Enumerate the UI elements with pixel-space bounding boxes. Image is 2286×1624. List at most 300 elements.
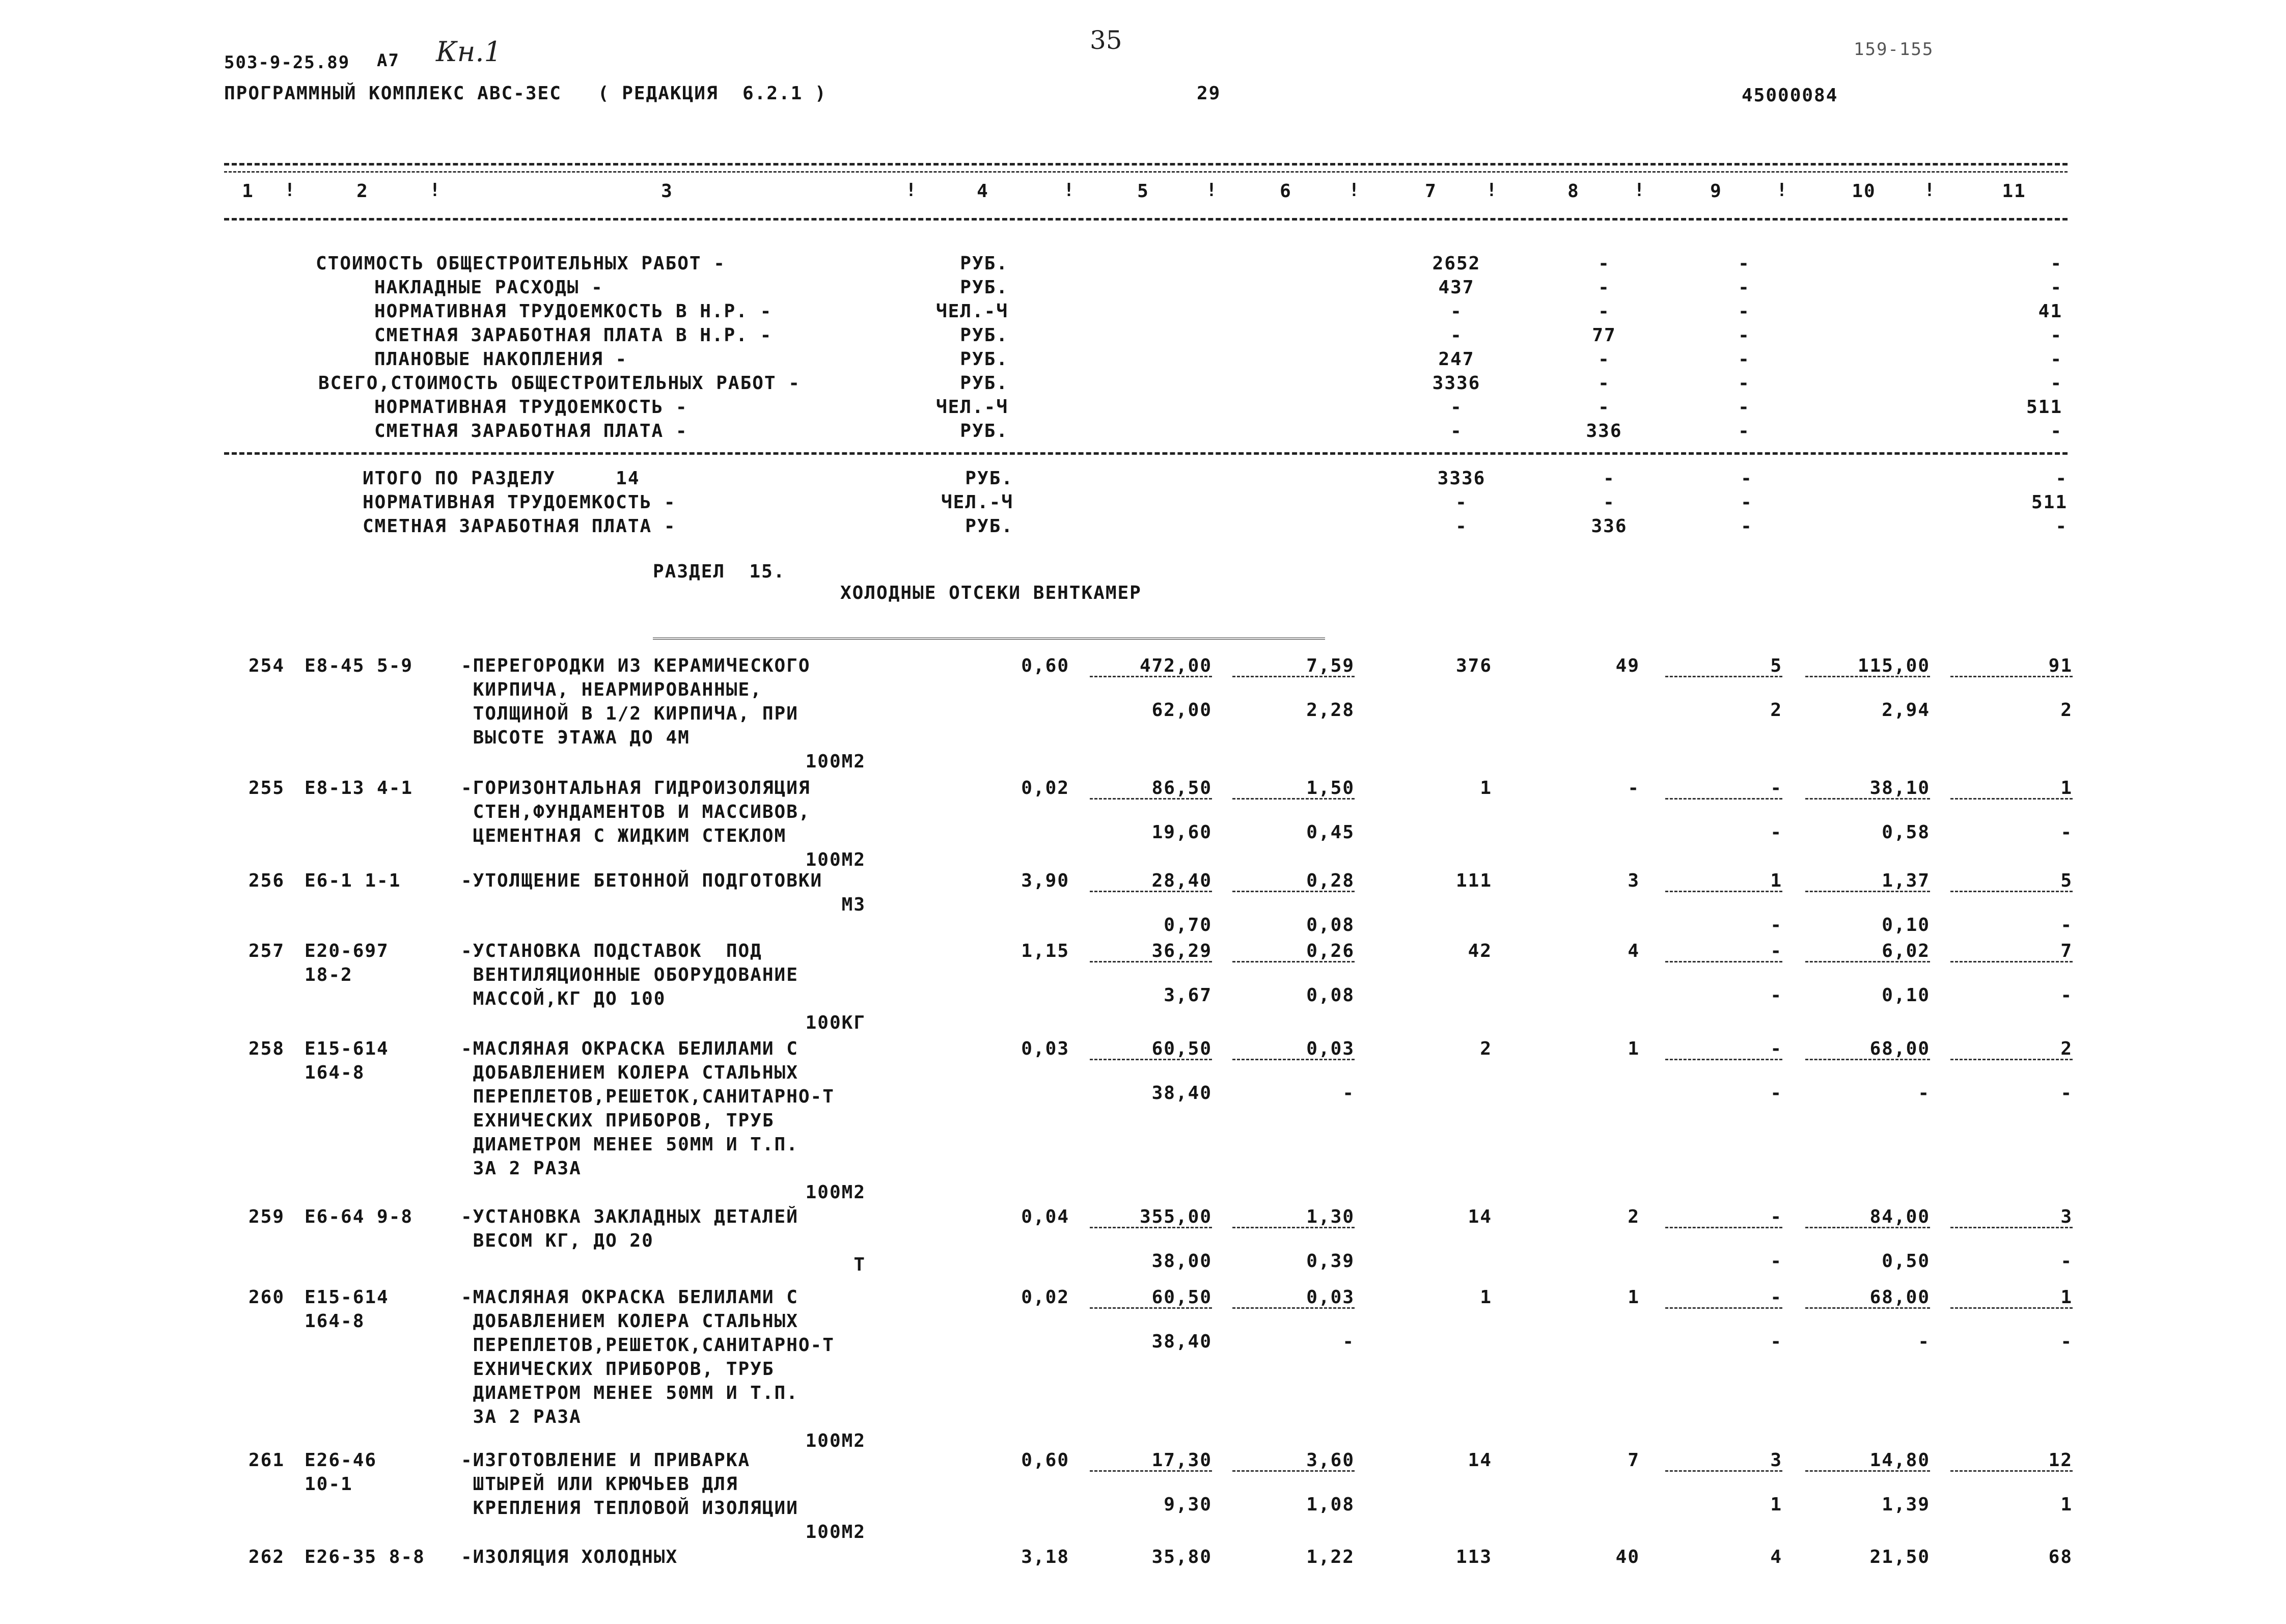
cell-rule xyxy=(1950,798,2073,800)
item-quantity: 0,02 xyxy=(1021,778,1069,799)
summary-col9: - xyxy=(1738,421,1750,442)
cell-rule xyxy=(1665,1470,1782,1472)
totals-col11: - xyxy=(2055,516,2068,537)
item-description: ВЕСОМ КГ, ДО 20 xyxy=(461,1230,654,1251)
section-title: ХОЛОДНЫЕ ОТСЕКИ ВЕНТКАМЕР xyxy=(840,583,1142,603)
item-col11: 1 xyxy=(2060,1287,2073,1308)
column-header: 7 xyxy=(1425,181,1437,202)
cell-rule xyxy=(1950,1059,2073,1060)
item-unit-cost: 60,50 xyxy=(1151,1287,1212,1308)
cell-rule xyxy=(1090,1227,1212,1228)
cell-rule xyxy=(1232,891,1355,892)
cell-rule xyxy=(1232,1227,1355,1228)
item-unit: 100М2 xyxy=(805,751,866,772)
column-header: 10 xyxy=(1852,181,1876,202)
item-code: Е8-13 4-1 xyxy=(305,778,414,799)
totals-col11: 511 xyxy=(2031,492,2068,513)
item-col9: - xyxy=(1770,1287,1782,1308)
totals-col9: - xyxy=(1741,468,1753,489)
item-col8: 3 xyxy=(1628,870,1640,891)
item-col11: 3 xyxy=(2060,1206,2073,1227)
item-description: -ПЕРЕГОРОДКИ ИЗ КЕРАМИЧЕСКОГО xyxy=(461,655,811,676)
item-description: ЕХНИЧЕСКИХ ПРИБОРОВ, ТРУБ xyxy=(461,1110,775,1131)
summary-label: НОРМАТИВНАЯ ТРУДОЕМКОСТЬ - xyxy=(374,397,688,418)
totals-unit: РУБ. xyxy=(965,468,1013,489)
item-unit-cost-2: 0,70 xyxy=(1164,915,1212,935)
cell-rule xyxy=(1090,1059,1212,1060)
totals-col9: - xyxy=(1741,516,1753,537)
item-unit: Т xyxy=(853,1254,866,1275)
item-col9-2: 2 xyxy=(1770,700,1782,721)
summary-col7: - xyxy=(1450,301,1463,322)
page-number: 29 xyxy=(1197,83,1221,104)
cell-rule xyxy=(1090,798,1212,800)
item-description: -ИЗОЛЯЦИЯ ХОЛОДНЫХ xyxy=(461,1547,678,1567)
summary-unit: РУБ. xyxy=(960,373,1008,394)
totals-label: НОРМАТИВНАЯ ТРУДОЕМКОСТЬ - xyxy=(363,492,676,513)
cell-rule xyxy=(1665,1227,1782,1228)
item-unit-cost: 36,29 xyxy=(1151,941,1212,961)
item-col9: 3 xyxy=(1770,1450,1782,1471)
totals-col7: - xyxy=(1455,516,1468,537)
summary-col8: - xyxy=(1598,301,1610,322)
summary-unit: РУБ. xyxy=(960,349,1008,370)
cell-rule xyxy=(1805,961,1930,962)
item-col10: 115,00 xyxy=(1857,655,1930,676)
item-col6-2: 0,08 xyxy=(1306,985,1355,1006)
item-unit: 100М2 xyxy=(805,1522,866,1543)
cell-rule xyxy=(1232,1059,1355,1060)
book-label: Кн.1 xyxy=(436,36,502,68)
item-col6: 1,50 xyxy=(1306,778,1355,799)
summary-col9: - xyxy=(1738,253,1750,274)
totals-col7: - xyxy=(1455,492,1468,513)
summary-col7: 437 xyxy=(1438,277,1475,298)
summary-col8: - xyxy=(1598,349,1610,370)
summary-unit: ЧЕЛ.-Ч xyxy=(935,397,1008,418)
item-col9: 4 xyxy=(1770,1547,1782,1567)
column-separator: ! xyxy=(905,180,918,201)
cell-rule xyxy=(1950,961,2073,962)
item-code: 164-8 xyxy=(305,1311,365,1332)
cell-rule xyxy=(1090,1307,1212,1309)
item-col11-2: - xyxy=(2060,822,2073,843)
item-description: ВЕНТИЛЯЦИОННЫЕ ОБОРУДОВАНИЕ xyxy=(461,965,798,985)
summary-col11: 511 xyxy=(2026,397,2062,418)
summary-label: СМЕТНАЯ ЗАРАБОТНАЯ ПЛАТА - xyxy=(374,421,688,442)
item-code: Е8-45 5-9 xyxy=(305,655,414,676)
item-unit: М3 xyxy=(841,894,866,915)
cell-rule xyxy=(1665,961,1782,962)
item-col6: 1,22 xyxy=(1306,1547,1355,1567)
sheet-range: 159-155 xyxy=(1854,39,1934,60)
summary-col7: 247 xyxy=(1438,349,1475,370)
item-col10-2: 1,39 xyxy=(1882,1494,1930,1515)
item-code: Е6-1 1-1 xyxy=(305,870,401,891)
item-col9-2: - xyxy=(1770,822,1782,843)
item-col9: - xyxy=(1770,1038,1782,1059)
item-unit-cost-2: 38,40 xyxy=(1151,1331,1212,1352)
item-unit-cost: 28,40 xyxy=(1151,870,1212,891)
item-description: ЗА 2 РАЗА xyxy=(461,1407,582,1427)
item-description: ШТЫРЕЙ ИЛИ КРЮЧЬЕВ ДЛЯ xyxy=(461,1474,738,1495)
item-col10: 1,37 xyxy=(1882,870,1930,891)
item-code: Е26-46 xyxy=(305,1450,377,1471)
item-description: ЗА 2 РАЗА xyxy=(461,1158,582,1179)
item-col9: 5 xyxy=(1770,655,1782,676)
cell-rule xyxy=(1232,676,1355,677)
section-number: РАЗДЕЛ 15. xyxy=(653,561,786,582)
column-header: 5 xyxy=(1137,181,1149,202)
cell-rule xyxy=(1665,1307,1782,1309)
item-col8: 1 xyxy=(1628,1287,1640,1308)
summary-col11: - xyxy=(2050,253,2062,274)
cell-rule xyxy=(1805,1307,1930,1309)
column-header: 2 xyxy=(356,181,369,202)
item-col11: 91 xyxy=(2048,655,2073,676)
item-description: КРЕПЛЕНИЯ ТЕПЛОВОЙ ИЗОЛЯЦИИ xyxy=(461,1498,798,1519)
totals-col9: - xyxy=(1741,492,1753,513)
item-col6: 0,03 xyxy=(1306,1287,1355,1308)
item-total: 111 xyxy=(1455,870,1492,891)
item-unit-cost: 60,50 xyxy=(1151,1038,1212,1059)
item-total: 113 xyxy=(1455,1547,1492,1567)
item-code: Е15-614 xyxy=(305,1038,389,1059)
cell-rule xyxy=(1090,676,1212,677)
item-description: ДОБАВЛЕНИЕМ КОЛЕРА СТАЛЬНЫХ xyxy=(461,1311,798,1332)
item-col11-2: - xyxy=(2060,1251,2073,1272)
item-code: 10-1 xyxy=(305,1474,353,1495)
item-total: 42 xyxy=(1468,941,1492,961)
item-col11: 2 xyxy=(2060,1038,2073,1059)
item-col10: 84,00 xyxy=(1869,1206,1930,1227)
item-description: ДИАМЕТРОМ МЕНЕЕ 50ММ И Т.П. xyxy=(461,1134,798,1155)
summary-col9: - xyxy=(1738,277,1750,298)
item-description: ЕХНИЧЕСКИХ ПРИБОРОВ, ТРУБ xyxy=(461,1359,775,1380)
item-total: 1 xyxy=(1480,778,1492,799)
column-separator: ! xyxy=(1776,180,1788,201)
cell-rule xyxy=(1950,1470,2073,1472)
summary-col7: 2652 xyxy=(1432,253,1481,274)
summary-col11: - xyxy=(2050,277,2062,298)
item-number: 261 xyxy=(249,1450,285,1471)
cell-rule xyxy=(1805,891,1930,892)
column-header: 6 xyxy=(1280,181,1292,202)
summary-unit: РУБ. xyxy=(960,421,1008,442)
item-col9-2: - xyxy=(1770,1251,1782,1272)
item-unit-cost-2: 38,00 xyxy=(1151,1251,1212,1272)
column-separator: ! xyxy=(1206,180,1218,201)
summary-col8: - xyxy=(1598,277,1610,298)
item-description: ДИАМЕТРОМ МЕНЕЕ 50ММ И Т.П. xyxy=(461,1383,798,1403)
item-code: Е6-64 9-8 xyxy=(305,1206,414,1227)
item-col10-2: 0,10 xyxy=(1882,985,1930,1006)
item-col8: 49 xyxy=(1615,655,1640,676)
item-description: -УСТАНОВКА ЗАКЛАДНЫХ ДЕТАЛЕЙ xyxy=(461,1206,798,1227)
cell-rule xyxy=(1805,798,1930,800)
table-header-rule xyxy=(224,218,2068,221)
item-description: КИРПИЧА, НЕАРМИРОВАННЫЕ, xyxy=(461,679,762,700)
item-col6-2: - xyxy=(1342,1083,1355,1104)
totals-col8: - xyxy=(1603,468,1615,489)
column-separator: ! xyxy=(1348,180,1361,201)
totals-label: ИТОГО ПО РАЗДЕЛУ 14 xyxy=(363,468,640,489)
doc-number: 45000084 xyxy=(1742,85,1838,106)
totals-label: СМЕТНАЯ ЗАРАБОТНАЯ ПЛАТА - xyxy=(363,516,676,537)
item-unit: 100КГ xyxy=(805,1012,866,1033)
section-underline xyxy=(653,638,1325,640)
totals-col8: - xyxy=(1603,492,1615,513)
cell-rule xyxy=(1665,891,1782,892)
item-col8: 2 xyxy=(1628,1206,1640,1227)
totals-col11: - xyxy=(2055,468,2068,489)
summary-col9: - xyxy=(1738,349,1750,370)
cell-rule xyxy=(1090,961,1212,962)
item-col9: - xyxy=(1770,778,1782,799)
totals-unit: ЧЕЛ.-Ч xyxy=(941,492,1013,513)
item-col10-2: 0,10 xyxy=(1882,915,1930,935)
item-col9-2: - xyxy=(1770,1083,1782,1104)
item-number: 256 xyxy=(249,870,285,891)
item-description: ЦЕМЕНТНАЯ С ЖИДКИМ СТЕКЛОМ xyxy=(461,825,787,846)
item-quantity: 3,90 xyxy=(1021,870,1069,891)
item-col9: 1 xyxy=(1770,870,1782,891)
item-col11-2: - xyxy=(2060,985,2073,1006)
cell-rule xyxy=(1232,798,1355,800)
item-col11: 1 xyxy=(2060,778,2073,799)
totals-rule xyxy=(224,452,2068,455)
item-col10: 14,80 xyxy=(1869,1450,1930,1471)
item-description: ПЕРЕПЛЕТОВ,РЕШЕТОК,САНИТАРНО-Т xyxy=(461,1335,835,1356)
item-quantity: 0,60 xyxy=(1021,1450,1069,1471)
item-description: ДОБАВЛЕНИЕМ КОЛЕРА СТАЛЬНЫХ xyxy=(461,1062,798,1083)
item-col6: 3,60 xyxy=(1306,1450,1355,1471)
item-unit-cost-2: 62,00 xyxy=(1151,700,1212,721)
item-col8: 1 xyxy=(1628,1038,1640,1059)
item-unit-cost: 86,50 xyxy=(1151,778,1212,799)
item-description: -ИЗГОТОВЛЕНИЕ И ПРИВАРКА xyxy=(461,1450,751,1471)
column-separator: ! xyxy=(429,180,442,201)
summary-col11: 41 xyxy=(2038,301,2062,322)
item-col9-2: - xyxy=(1770,985,1782,1006)
item-total: 1 xyxy=(1480,1287,1492,1308)
item-col8: 4 xyxy=(1628,941,1640,961)
summary-label: НАКЛАДНЫЕ РАСХОДЫ - xyxy=(374,277,603,298)
cell-rule xyxy=(1950,1227,2073,1228)
summary-col11: - xyxy=(2050,349,2062,370)
item-code: 18-2 xyxy=(305,965,353,985)
item-total: 14 xyxy=(1468,1206,1492,1227)
item-unit-cost: 35,80 xyxy=(1151,1547,1212,1567)
item-unit-cost: 17,30 xyxy=(1151,1450,1212,1471)
summary-unit: РУБ. xyxy=(960,325,1008,346)
summary-col9: - xyxy=(1738,373,1750,394)
item-col6-2: 0,39 xyxy=(1306,1251,1355,1272)
summary-unit: РУБ. xyxy=(960,277,1008,298)
doc-code: 503-9-25.89 xyxy=(224,52,350,73)
item-col9-2: 1 xyxy=(1770,1494,1782,1515)
page-top-number: 35 xyxy=(1090,25,1122,55)
summary-label: НОРМАТИВНАЯ ТРУДОЕМКОСТЬ В Н.Р. - xyxy=(374,301,773,322)
item-code: Е15-614 xyxy=(305,1287,389,1308)
cell-rule xyxy=(1232,1470,1355,1472)
item-code: Е20-697 xyxy=(305,941,389,961)
item-quantity: 1,15 xyxy=(1021,941,1069,961)
summary-col11: - xyxy=(2050,421,2062,442)
item-unit-cost-2: 3,67 xyxy=(1164,985,1212,1006)
item-code: 164-8 xyxy=(305,1062,365,1083)
item-number: 260 xyxy=(249,1287,285,1308)
item-col10: 68,00 xyxy=(1869,1038,1930,1059)
summary-col8: - xyxy=(1598,253,1610,274)
item-number: 259 xyxy=(249,1206,285,1227)
summary-label: ПЛАНОВЫЕ НАКОПЛЕНИЯ - xyxy=(374,349,628,370)
item-number: 262 xyxy=(249,1547,285,1567)
item-col6: 1,30 xyxy=(1306,1206,1355,1227)
summary-label: СТОИМОСТЬ ОБЩЕСТРОИТЕЛЬНЫХ РАБОТ - xyxy=(316,253,726,274)
item-col8: - xyxy=(1628,778,1640,799)
item-col9: - xyxy=(1770,941,1782,961)
item-col6: 0,03 xyxy=(1306,1038,1355,1059)
summary-col8: 336 xyxy=(1586,421,1622,442)
item-col6: 7,59 xyxy=(1306,655,1355,676)
item-col10-2: - xyxy=(1918,1083,1930,1104)
column-header: 11 xyxy=(2002,181,2026,202)
item-number: 258 xyxy=(249,1038,285,1059)
item-col10-2: 0,58 xyxy=(1882,822,1930,843)
cell-rule xyxy=(1805,1470,1930,1472)
item-col10-2: 0,50 xyxy=(1882,1251,1930,1272)
summary-col7: - xyxy=(1450,397,1463,418)
item-col11: 7 xyxy=(2060,941,2073,961)
cell-rule xyxy=(1090,891,1212,892)
item-col8: 40 xyxy=(1615,1547,1640,1567)
item-col9-2: - xyxy=(1770,915,1782,935)
item-unit: 100М2 xyxy=(805,849,866,870)
cell-rule xyxy=(1950,1307,2073,1309)
summary-unit: РУБ. xyxy=(960,253,1008,274)
item-col9: - xyxy=(1770,1206,1782,1227)
item-description: -МАСЛЯНАЯ ОКРАСКА БЕЛИЛАМИ С xyxy=(461,1287,798,1308)
item-description: -УСТАНОВКА ПОДСТАВОК ПОД xyxy=(461,941,762,961)
item-description: СТЕН,ФУНДАМЕНТОВ И МАССИВОВ, xyxy=(461,802,811,822)
item-col6: 0,28 xyxy=(1306,870,1355,891)
summary-col9: - xyxy=(1738,397,1750,418)
item-quantity: 0,04 xyxy=(1021,1206,1069,1227)
item-description: -МАСЛЯНАЯ ОКРАСКА БЕЛИЛАМИ С xyxy=(461,1038,798,1059)
cell-rule xyxy=(1232,961,1355,962)
item-description: МАССОЙ,КГ ДО 100 xyxy=(461,988,666,1009)
item-col11: 5 xyxy=(2060,870,2073,891)
item-col10: 68,00 xyxy=(1869,1287,1930,1308)
table-top-rule-2 xyxy=(224,171,2068,173)
item-number: 257 xyxy=(249,941,285,961)
program-title: ПРОГРАММНЫЙ КОМПЛЕКС АВС-3ЕС ( РЕДАКЦИЯ 6.2.1 ) xyxy=(224,83,827,104)
album-label: А7 xyxy=(377,50,400,71)
item-description: -ГОРИЗОНТАЛЬНАЯ ГИДРОИЗОЛЯЦИЯ xyxy=(461,778,811,799)
column-header: 8 xyxy=(1567,181,1580,202)
item-code: Е26-35 8-8 xyxy=(305,1547,425,1567)
summary-col8: - xyxy=(1598,397,1610,418)
column-header: 4 xyxy=(977,181,989,202)
column-header: 9 xyxy=(1710,181,1722,202)
totals-col8: 336 xyxy=(1591,516,1628,537)
summary-col7: - xyxy=(1450,421,1463,442)
table-top-rule xyxy=(224,163,2068,166)
item-unit: 100М2 xyxy=(805,1182,866,1203)
totals-unit: РУБ. xyxy=(965,516,1013,537)
item-col6-2: 0,08 xyxy=(1306,915,1355,935)
item-col10-2: 2,94 xyxy=(1882,700,1930,721)
item-number: 255 xyxy=(249,778,285,799)
item-col8: 7 xyxy=(1628,1450,1640,1471)
item-col6-2: 0,45 xyxy=(1306,822,1355,843)
item-col6-2: 2,28 xyxy=(1306,700,1355,721)
item-number: 254 xyxy=(249,655,285,676)
item-col11-2: - xyxy=(2060,1331,2073,1352)
item-col10: 6,02 xyxy=(1882,941,1930,961)
summary-col9: - xyxy=(1738,325,1750,346)
item-unit-cost-2: 38,40 xyxy=(1151,1083,1212,1104)
column-separator: ! xyxy=(1634,180,1646,201)
item-quantity: 0,02 xyxy=(1021,1287,1069,1308)
cell-rule xyxy=(1805,1227,1930,1228)
item-col9-2: - xyxy=(1770,1331,1782,1352)
totals-col7: 3336 xyxy=(1437,468,1486,489)
item-col11: 68 xyxy=(2048,1547,2073,1567)
summary-unit: ЧЕЛ.-Ч xyxy=(935,301,1008,322)
item-col6: 0,26 xyxy=(1306,941,1355,961)
summary-col7: 3336 xyxy=(1432,373,1481,394)
item-col11-2: 1 xyxy=(2060,1494,2073,1515)
item-unit-cost: 355,00 xyxy=(1139,1206,1212,1227)
summary-label: ВСЕГО,СТОИМОСТЬ ОБЩЕСТРОИТЕЛЬНЫХ РАБОТ - xyxy=(318,373,801,394)
cell-rule xyxy=(1090,1470,1212,1472)
column-header: 3 xyxy=(661,181,673,202)
cell-rule xyxy=(1950,676,2073,677)
item-unit-cost: 472,00 xyxy=(1139,655,1212,676)
cell-rule xyxy=(1665,1059,1782,1060)
item-col6-2: 1,08 xyxy=(1306,1494,1355,1515)
summary-col11: - xyxy=(2050,373,2062,394)
item-total: 2 xyxy=(1480,1038,1492,1059)
item-total: 14 xyxy=(1468,1450,1492,1471)
summary-col8: - xyxy=(1598,373,1610,394)
summary-col7: - xyxy=(1450,325,1463,346)
item-quantity: 3,18 xyxy=(1021,1547,1069,1567)
item-unit-cost-2: 19,60 xyxy=(1151,822,1212,843)
item-col10-2: - xyxy=(1918,1331,1930,1352)
item-col11-2: 2 xyxy=(2060,700,2073,721)
item-col6-2: - xyxy=(1342,1331,1355,1352)
item-total: 376 xyxy=(1455,655,1492,676)
item-description: ТОЛЩИНОЙ В 1/2 КИРПИЧА, ПРИ xyxy=(461,703,798,724)
item-col10: 21,50 xyxy=(1869,1547,1930,1567)
cell-rule xyxy=(1805,1059,1930,1060)
item-col11-2: - xyxy=(2060,915,2073,935)
item-col11-2: - xyxy=(2060,1083,2073,1104)
summary-col11: - xyxy=(2050,325,2062,346)
cell-rule xyxy=(1232,1307,1355,1309)
summary-col9: - xyxy=(1738,301,1750,322)
item-unit: 100М2 xyxy=(805,1430,866,1451)
cell-rule xyxy=(1665,798,1782,800)
cell-rule xyxy=(1665,676,1782,677)
item-col10: 38,10 xyxy=(1869,778,1930,799)
item-description: ПЕРЕПЛЕТОВ,РЕШЕТОК,САНИТАРНО-Т xyxy=(461,1086,835,1107)
column-separator: ! xyxy=(1924,180,1936,201)
column-header: 1 xyxy=(242,181,254,202)
